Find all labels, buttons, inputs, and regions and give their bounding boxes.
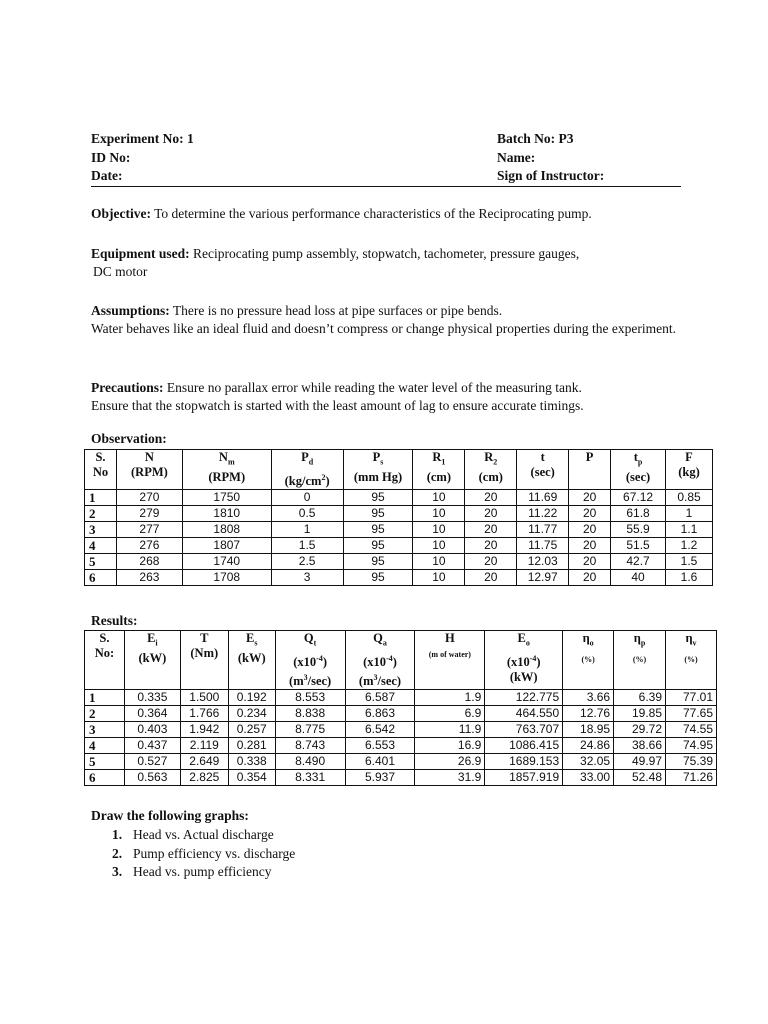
- table-cell: 32.05: [563, 753, 614, 769]
- objective-paragraph: [91, 205, 731, 223]
- row-number: 4: [85, 537, 117, 553]
- table-cell: 20: [465, 521, 517, 537]
- table-cell: 1708: [182, 569, 271, 585]
- results-body: [85, 689, 717, 785]
- table-cell: 1: [271, 521, 343, 537]
- table-cell: 8.331: [275, 769, 345, 785]
- col-qt: $Q_t$ $(x10^{-4})$ $(m^3/\sec)$: [275, 631, 345, 690]
- precautions-label: Precautions:: [91, 380, 164, 395]
- table-cell: 277: [116, 521, 182, 537]
- table-cell: 24.86: [563, 737, 614, 753]
- col-ei: $E_i$ (kW): [124, 631, 180, 690]
- table-cell: 1857.919: [485, 769, 563, 785]
- table-cell: 0.192: [228, 689, 275, 705]
- table-cell: 95: [343, 505, 413, 521]
- table-cell: 77.01: [666, 689, 717, 705]
- list-item-number: 1.: [112, 827, 123, 842]
- header-block: [91, 130, 681, 186]
- header-divider: [91, 186, 681, 187]
- table-cell: 1.500: [180, 689, 228, 705]
- table-cell: 2.825: [180, 769, 228, 785]
- table-cell: 122.775: [485, 689, 563, 705]
- table-cell: 8.553: [275, 689, 345, 705]
- table-cell: 20: [465, 537, 517, 553]
- table-cell: 1.942: [180, 721, 228, 737]
- table-cell: 0.563: [124, 769, 180, 785]
- table-cell: 12.76: [563, 705, 614, 721]
- table-cell: 1.6: [666, 569, 713, 585]
- table-cell: 10: [413, 553, 465, 569]
- results-title: Results:: [91, 613, 138, 628]
- table-cell: 0.527: [124, 753, 180, 769]
- col-es: $E_s$ (kW): [228, 631, 275, 690]
- header-row: [91, 149, 681, 168]
- table-cell: 270: [116, 489, 182, 505]
- observation-title: Observation:: [91, 431, 167, 446]
- row-number: 4: [85, 737, 125, 753]
- table-cell: 51.5: [611, 537, 666, 553]
- table-cell: 20: [569, 537, 611, 553]
- table-cell: 5.937: [345, 769, 415, 785]
- table-cell: 8.775: [275, 721, 345, 737]
- table-cell: 0.281: [228, 737, 275, 753]
- table-row: [85, 705, 717, 721]
- table-row: [85, 521, 713, 537]
- table-cell: 20: [465, 489, 517, 505]
- row-number: 6: [85, 769, 125, 785]
- table-cell: 1750: [182, 489, 271, 505]
- list-item-text: Head vs. Actual discharge: [133, 827, 274, 842]
- table-cell: 29.72: [614, 721, 666, 737]
- precautions-text: Ensure no parallax error while reading the water level of the measuring tank.: [166, 380, 582, 395]
- col-eta-p: $\eta_p$ (%): [614, 631, 666, 690]
- list-item: [91, 845, 295, 864]
- table-cell: 52.48: [614, 769, 666, 785]
- table-row: [85, 769, 717, 785]
- col-torque: T (Nm): [180, 631, 228, 690]
- table-cell: 20: [569, 505, 611, 521]
- table-cell: 20: [465, 553, 517, 569]
- table-cell: 8.838: [275, 705, 345, 721]
- table-cell: 0.85: [666, 489, 713, 505]
- table-row: [85, 737, 717, 753]
- col-sno: S. No: [85, 450, 117, 490]
- assumptions-text: There is no pressure head loss at pipe surfaces or pipe bends.: [172, 303, 503, 318]
- table-row: [85, 569, 713, 585]
- date-field: Date:: [91, 168, 123, 183]
- graphs-list: [91, 826, 295, 882]
- equipment-label: Equipment used:: [91, 246, 190, 261]
- header-row: [91, 167, 681, 186]
- table-cell: 11.75: [517, 537, 569, 553]
- table-cell: 6.587: [345, 689, 415, 705]
- graphs-section: [91, 808, 295, 882]
- table-cell: 6.401: [345, 753, 415, 769]
- table-cell: 1.9: [415, 689, 485, 705]
- table-cell: 0.257: [228, 721, 275, 737]
- observation-table: [84, 449, 713, 586]
- col-ps: $P_s$ (mm Hg): [343, 450, 413, 490]
- table-cell: 55.9: [611, 521, 666, 537]
- table-cell: 1810: [182, 505, 271, 521]
- col-eta-o: $\eta_o$ (%): [563, 631, 614, 690]
- list-item-text: Pump efficiency vs. discharge: [133, 845, 296, 861]
- table-cell: 464.550: [485, 705, 563, 721]
- table-cell: 1807: [182, 537, 271, 553]
- table-cell: 31.9: [415, 769, 485, 785]
- table-cell: 20: [569, 489, 611, 505]
- table-cell: 38.66: [614, 737, 666, 753]
- table-cell: 74.55: [666, 721, 717, 737]
- table-cell: 49.97: [614, 753, 666, 769]
- table-cell: 6.553: [345, 737, 415, 753]
- instructor-sign: Sign of Instructor:: [497, 168, 605, 183]
- row-number: 3: [85, 721, 125, 737]
- equipment-paragraph: [91, 245, 731, 281]
- row-number: 5: [85, 753, 125, 769]
- table-cell: 20: [569, 553, 611, 569]
- col-tp: $t_p$ (sec): [611, 450, 666, 490]
- table-cell: 1740: [182, 553, 271, 569]
- table-cell: 2.5: [271, 553, 343, 569]
- table-cell: 3.66: [563, 689, 614, 705]
- results-header-row: [85, 631, 717, 690]
- col-r1: $R_1$ (cm): [413, 450, 465, 490]
- table-cell: 71.26: [666, 769, 717, 785]
- table-cell: 1.5: [271, 537, 343, 553]
- table-cell: 0.437: [124, 737, 180, 753]
- table-cell: 95: [343, 553, 413, 569]
- assumptions-paragraph: [91, 302, 731, 338]
- table-cell: 6.542: [345, 721, 415, 737]
- table-cell: 74.95: [666, 737, 717, 753]
- table-row: [85, 553, 713, 569]
- table-cell: 20: [465, 569, 517, 585]
- table-cell: 1.5: [666, 553, 713, 569]
- observation-body: [85, 489, 713, 585]
- table-cell: 0.5: [271, 505, 343, 521]
- table-cell: 20: [569, 569, 611, 585]
- col-qa: $Q_a$ $(x10^{-4})$ $(m^3/\sec)$: [345, 631, 415, 690]
- table-cell: 0.234: [228, 705, 275, 721]
- table-cell: 263: [116, 569, 182, 585]
- table-cell: 1.766: [180, 705, 228, 721]
- table-cell: 33.00: [563, 769, 614, 785]
- col-head: H (m of water): [415, 631, 485, 690]
- row-number: 2: [85, 705, 125, 721]
- table-row: [85, 721, 717, 737]
- list-item: [91, 826, 295, 845]
- table-row: [85, 489, 713, 505]
- table-cell: 279: [116, 505, 182, 521]
- row-number: 5: [85, 553, 117, 569]
- table-cell: 8.490: [275, 753, 345, 769]
- results-table: [84, 630, 717, 786]
- objective-label: Objective:: [91, 206, 151, 221]
- table-cell: 20: [569, 521, 611, 537]
- col-eta-v: $\eta_v$ (%): [666, 631, 717, 690]
- batch-number: Batch No: P3: [497, 131, 574, 146]
- graphs-title: Draw the following graphs:: [91, 808, 249, 823]
- col-eo: $E_o$ $(x10^{-4})$ (kW): [485, 631, 563, 690]
- precautions-paragraph: [91, 379, 731, 415]
- table-cell: 3: [271, 569, 343, 585]
- table-cell: 40: [611, 569, 666, 585]
- table-cell: 11.22: [517, 505, 569, 521]
- table-cell: 268: [116, 553, 182, 569]
- table-cell: 11.9: [415, 721, 485, 737]
- row-number: 6: [85, 569, 117, 585]
- table-cell: 10: [413, 537, 465, 553]
- table-cell: 11.77: [517, 521, 569, 537]
- table-cell: 2.119: [180, 737, 228, 753]
- col-nm: $N_m$ (RPM): [182, 450, 271, 490]
- table-row: [85, 689, 717, 705]
- table-cell: 1: [666, 505, 713, 521]
- experiment-number: Experiment No: 1: [91, 131, 194, 146]
- equipment-text: Reciprocating pump assembly, stopwatch, tachometer, pressure gauges,: [193, 246, 580, 261]
- objective-text: To determine the various performance characteristics of the Reciprocating pump.: [154, 206, 592, 221]
- row-number: 1: [85, 489, 117, 505]
- list-item: [91, 863, 295, 882]
- table-cell: 11.69: [517, 489, 569, 505]
- table-cell: 95: [343, 537, 413, 553]
- col-f: F (kg): [666, 450, 713, 490]
- col-t: t (sec): [517, 450, 569, 490]
- table-cell: 0.354: [228, 769, 275, 785]
- list-item-number: 3.: [112, 864, 123, 879]
- observation-header-row: [85, 450, 713, 490]
- table-cell: 67.12: [611, 489, 666, 505]
- table-cell: 95: [343, 569, 413, 585]
- table-cell: 0.335: [124, 689, 180, 705]
- table-cell: 0.364: [124, 705, 180, 721]
- list-item-number: 2.: [112, 845, 123, 861]
- precautions-text-cont: Ensure that the stopwatch is started with the least amount of lag to ensure accurate timings.: [91, 398, 584, 413]
- table-cell: 12.03: [517, 553, 569, 569]
- table-cell: 10: [413, 521, 465, 537]
- table-cell: 19.85: [614, 705, 666, 721]
- table-cell: 1.2: [666, 537, 713, 553]
- table-row: [85, 505, 713, 521]
- table-cell: 0.338: [228, 753, 275, 769]
- table-cell: 8.743: [275, 737, 345, 753]
- table-cell: 763.707: [485, 721, 563, 737]
- table-cell: 6.39: [614, 689, 666, 705]
- table-cell: 26.9: [415, 753, 485, 769]
- table-cell: 1086.415: [485, 737, 563, 753]
- table-cell: 6.863: [345, 705, 415, 721]
- table-cell: 1.1: [666, 521, 713, 537]
- table-cell: 1689.153: [485, 753, 563, 769]
- row-number: 2: [85, 505, 117, 521]
- table-cell: 20: [465, 505, 517, 521]
- table-cell: 16.9: [415, 737, 485, 753]
- header-row: [91, 130, 681, 149]
- list-item-text: Head vs. pump efficiency: [133, 864, 272, 879]
- table-cell: 2.649: [180, 753, 228, 769]
- col-sno: S. No:: [85, 631, 125, 690]
- assumptions-text-cont: Water behaves like an ideal fluid and doesn’t compress or change physical properties during the experiment.: [91, 321, 676, 336]
- col-p: P: [569, 450, 611, 490]
- table-cell: 18.95: [563, 721, 614, 737]
- table-cell: 95: [343, 489, 413, 505]
- table-row: [85, 537, 713, 553]
- table-cell: 75.39: [666, 753, 717, 769]
- table-cell: 276: [116, 537, 182, 553]
- table-cell: 10: [413, 505, 465, 521]
- assumptions-label: Assumptions:: [91, 303, 170, 318]
- col-n: N (RPM): [116, 450, 182, 490]
- table-cell: 0.403: [124, 721, 180, 737]
- col-pd: $P_d$ $(kg/cm^2)$: [271, 450, 343, 490]
- table-cell: 95: [343, 521, 413, 537]
- table-cell: 1808: [182, 521, 271, 537]
- table-cell: 61.8: [611, 505, 666, 521]
- table-cell: 10: [413, 569, 465, 585]
- row-number: 3: [85, 521, 117, 537]
- row-number: 1: [85, 689, 125, 705]
- table-cell: 12.97: [517, 569, 569, 585]
- student-name: Name:: [497, 149, 536, 165]
- table-cell: 6.9: [415, 705, 485, 721]
- table-cell: 0: [271, 489, 343, 505]
- col-r2: $R_2$ (cm): [465, 450, 517, 490]
- table-cell: 10: [413, 489, 465, 505]
- equipment-text-cont: DC motor: [93, 264, 148, 279]
- table-cell: 42.7: [611, 553, 666, 569]
- id-number: ID No:: [91, 149, 131, 165]
- table-row: [85, 753, 717, 769]
- table-cell: 77.65: [666, 705, 717, 721]
